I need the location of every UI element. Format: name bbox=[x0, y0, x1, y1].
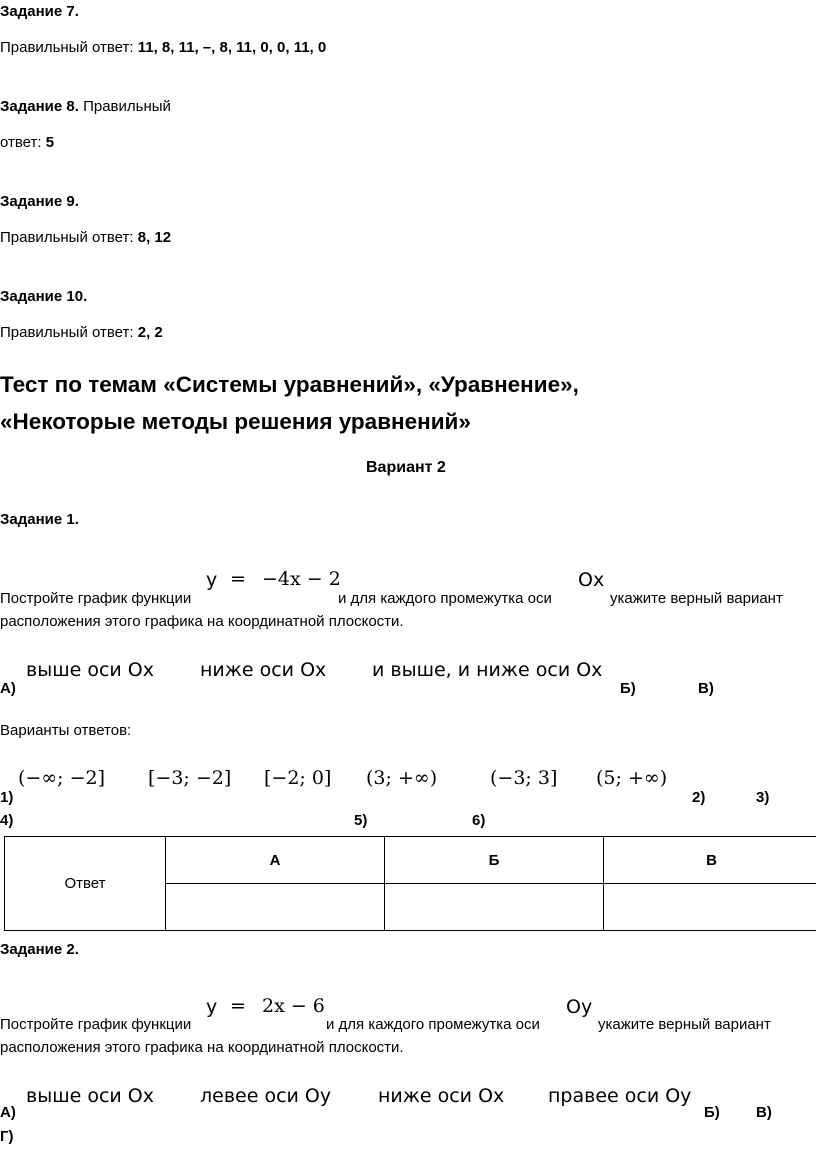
answer-table bbox=[4, 836, 816, 931]
table-header-c: В bbox=[604, 837, 816, 884]
task2-letter-c: В) bbox=[756, 1104, 772, 1121]
table-header-a: А bbox=[166, 837, 385, 884]
task1-text-c: укажите верный вариант bbox=[610, 590, 783, 607]
answer-cell-a[interactable] bbox=[166, 884, 385, 931]
task1-formula-eq: = bbox=[230, 568, 246, 590]
task2-axis: Oy bbox=[566, 996, 593, 1018]
answer-label: Правильный ответ: bbox=[0, 229, 134, 246]
task2-letter-b: Б) bbox=[704, 1104, 720, 1121]
number-6: 6) bbox=[472, 812, 486, 829]
interval-6: (5; +∞) bbox=[596, 767, 668, 789]
page-title-line2: «Некоторые методы решения уравнений» bbox=[0, 409, 471, 434]
task1-text-line2: расположения этого графика на координатной плоскости. bbox=[0, 613, 404, 630]
task1-label: Задание 1. bbox=[0, 511, 79, 528]
task2-option-a-text: выше оси Ox bbox=[26, 1085, 154, 1107]
interval-4: (3; +∞) bbox=[366, 767, 438, 789]
number-3: 3) bbox=[756, 789, 770, 806]
task10-answer bbox=[0, 324, 163, 341]
task8-inline-text: Правильный bbox=[83, 98, 171, 115]
option-a-letter: А) bbox=[0, 680, 16, 697]
task2-text-c: укажите верный вариант bbox=[598, 1016, 771, 1033]
task9-answer bbox=[0, 229, 171, 246]
variants-title: Варианты ответов: bbox=[0, 722, 132, 739]
task2-text-a: Постройте график функции bbox=[0, 1016, 192, 1033]
answer-cell-b[interactable] bbox=[385, 884, 604, 931]
task2-option-d-text: правее оси Oy bbox=[548, 1085, 692, 1107]
interval-2: [−3; −2] bbox=[148, 767, 232, 789]
number-1: 1) bbox=[0, 789, 14, 806]
table-row bbox=[5, 837, 816, 884]
table-header-b: Б bbox=[385, 837, 604, 884]
answer-label: Правильный ответ: bbox=[0, 39, 134, 56]
answer-value: 8, 12 bbox=[137, 229, 172, 246]
task2-formula-rhs: 2x − 6 bbox=[262, 995, 325, 1017]
task2-option-b-text: левее оси Oy bbox=[200, 1085, 332, 1107]
answer-label: Правильный ответ: bbox=[0, 324, 134, 341]
answer-row-label: Ответ bbox=[5, 837, 166, 931]
task2-formula-eq: = bbox=[230, 995, 246, 1017]
task8-label: Задание 8. bbox=[0, 98, 79, 115]
interval-3: [−2; 0] bbox=[264, 767, 332, 789]
interval-5: (−3; 3] bbox=[490, 767, 558, 789]
task1-formula-y: y bbox=[206, 569, 218, 591]
task2-letter-d: Г) bbox=[0, 1128, 14, 1145]
task2-text-b: и для каждого промежутка оси bbox=[326, 1016, 540, 1033]
task1-formula-rhs: −4x − 2 bbox=[262, 568, 341, 590]
interval-1: (−∞; −2] bbox=[18, 767, 106, 789]
task7-answer bbox=[0, 39, 326, 56]
task8-answer-line1 bbox=[0, 98, 171, 115]
option-b-text: ниже оси Ox bbox=[200, 659, 327, 681]
task1-axis: Ox bbox=[578, 569, 605, 591]
option-a-text: выше оси Ox bbox=[26, 659, 154, 681]
task2-option-c-text: ниже оси Ox bbox=[378, 1085, 505, 1107]
number-4: 4) bbox=[0, 812, 14, 829]
answer-cell-c[interactable] bbox=[604, 884, 816, 931]
task1-text-b: и для каждого промежутка оси bbox=[338, 590, 552, 607]
task2-formula-y: y bbox=[206, 996, 218, 1018]
answer-value: 11, 8, 11, –, 8, 11, 0, 0, 11, 0 bbox=[137, 39, 327, 56]
task8-answer-line2 bbox=[0, 134, 54, 151]
page-title-line1: Тест по темам «Системы уравнений», «Уравнение», bbox=[0, 372, 579, 397]
option-b-letter: Б) bbox=[620, 680, 636, 697]
task2-text-line2: расположения этого графика на координатной плоскости. bbox=[0, 1039, 404, 1056]
task9-label: Задание 9. bbox=[0, 193, 79, 210]
answer-value: 5 bbox=[45, 134, 55, 151]
answer-value: 2, 2 bbox=[137, 324, 163, 341]
answer-label: ответ: bbox=[0, 134, 42, 151]
option-c-letter: В) bbox=[698, 680, 714, 697]
variant-heading: Вариант 2 bbox=[366, 459, 446, 476]
task10-label: Задание 10. bbox=[0, 288, 88, 305]
task1-text-a: Постройте график функции bbox=[0, 590, 192, 607]
task2-label: Задание 2. bbox=[0, 941, 79, 958]
number-2: 2) bbox=[692, 789, 706, 806]
task7-label: Задание 7. bbox=[0, 3, 79, 20]
option-c-text: и выше, и ниже оси Ox bbox=[372, 659, 603, 681]
task2-letter-a: А) bbox=[0, 1104, 16, 1121]
number-5: 5) bbox=[354, 812, 368, 829]
